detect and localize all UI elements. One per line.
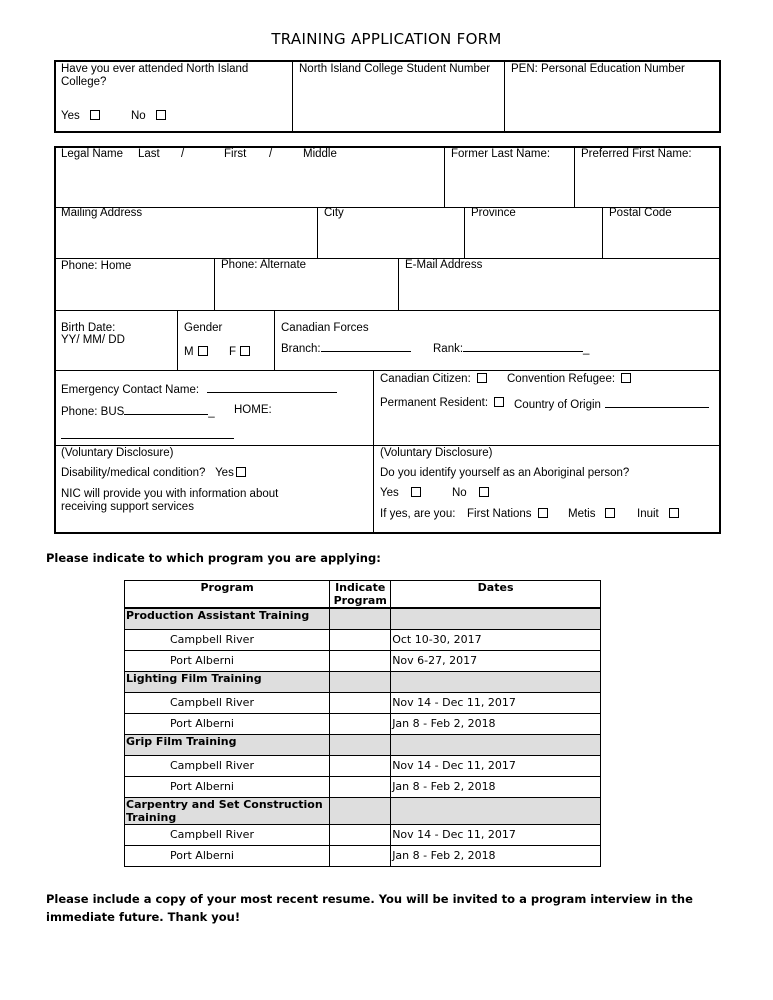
divider <box>373 370 374 533</box>
aboriginal-question: Do you identify yourself as an Aboriginal person? <box>380 467 630 479</box>
female-checkbox[interactable] <box>240 346 250 356</box>
divider <box>274 310 275 370</box>
rank-field[interactable]: Rank: _ <box>433 343 590 355</box>
program-name: Carpentry and Set Construction Training <box>125 798 330 825</box>
divider <box>292 61 293 132</box>
phone-home-field[interactable]: Phone: Home <box>61 260 132 272</box>
divider <box>55 370 720 371</box>
canadian-citizen-option[interactable]: Canadian Citizen: <box>380 373 487 386</box>
metis-option[interactable]: Metis <box>568 508 615 521</box>
indicate-cell[interactable] <box>330 846 391 867</box>
divider <box>55 310 720 311</box>
program-name: Grip Film Training <box>125 735 330 756</box>
canadian-citizen-checkbox[interactable] <box>477 373 487 383</box>
column-header-dates: Dates <box>391 581 601 609</box>
legal-name-label: Legal Name <box>61 148 124 160</box>
program-group-row <box>125 672 601 693</box>
table-row <box>125 825 601 846</box>
dates-cell: Nov 14 - Dec 11, 2017 <box>391 693 601 714</box>
table-row <box>125 693 601 714</box>
indicate-cell[interactable] <box>330 693 391 714</box>
gender-female-option[interactable]: F <box>229 346 250 359</box>
birth-date-label: Birth Date: <box>61 322 116 334</box>
student-number-field[interactable]: North Island College Student Number <box>299 63 491 75</box>
birth-date-format: YY/ MM/ DD <box>61 334 125 346</box>
table-row <box>125 630 601 651</box>
table-row <box>125 651 601 672</box>
indicate-cell[interactable] <box>330 672 391 693</box>
dates-cell: Nov 14 - Dec 11, 2017 <box>391 825 601 846</box>
phone-alternate-field[interactable]: Phone: Alternate <box>221 259 307 271</box>
divider <box>464 207 465 258</box>
table-row <box>125 846 601 867</box>
table-header-row <box>125 581 601 609</box>
resume-note: Please include a copy of your most recent resume. You will be invited to a program interview in the immediate future. Thank you! <box>46 892 693 924</box>
pen-field[interactable]: PEN: Personal Education Number <box>511 63 685 75</box>
location-name: Campbell River <box>125 693 330 714</box>
indicate-cell[interactable] <box>330 777 391 798</box>
attended-no-option[interactable]: No <box>131 110 166 123</box>
indicate-cell[interactable] <box>330 630 391 651</box>
voluntary-disclosure-right: (Voluntary Disclosure) <box>380 447 493 459</box>
aboriginal-yes-option[interactable]: Yes <box>380 487 421 500</box>
disability-question[interactable]: Disability/medical condition? Yes <box>61 467 246 480</box>
dates-cell: Jan 8 - Feb 2, 2018 <box>391 846 601 867</box>
middle-name-label[interactable]: Middle <box>303 148 337 160</box>
emergency-contact-field[interactable]: Emergency Contact Name: <box>61 382 337 397</box>
divider <box>317 207 318 258</box>
dates-cell: Oct 10-30, 2017 <box>391 630 601 651</box>
postal-code-field[interactable]: Postal Code <box>609 207 672 219</box>
preferred-first-name-field[interactable]: Preferred First Name: <box>581 148 692 160</box>
aboriginal-yes-checkbox[interactable] <box>411 487 421 497</box>
disability-yes-checkbox[interactable] <box>236 467 246 477</box>
program-group-row <box>125 798 601 825</box>
email-field[interactable]: E-Mail Address <box>405 259 483 271</box>
divider <box>504 61 505 132</box>
province-field[interactable]: Province <box>471 207 516 219</box>
divider <box>55 258 720 259</box>
branch-field[interactable]: Branch: <box>281 341 411 356</box>
location-name: Campbell River <box>125 825 330 846</box>
indicate-cell[interactable] <box>330 651 391 672</box>
attended-yes-checkbox[interactable] <box>90 110 100 120</box>
attended-no-checkbox[interactable] <box>156 110 166 120</box>
name-separator: / <box>269 148 273 160</box>
attended-yes-option[interactable]: Yes <box>61 110 100 123</box>
form-title: TRAINING APPLICATION FORM <box>271 30 502 48</box>
location-name: Port Alberni <box>125 714 330 735</box>
program-table <box>124 580 601 867</box>
first-name-label[interactable]: First <box>224 148 247 160</box>
emergency-blank-line[interactable] <box>61 438 234 439</box>
indicate-cell[interactable] <box>330 825 391 846</box>
divider <box>55 445 720 446</box>
phone-home-emergency-label[interactable]: HOME: <box>234 404 272 416</box>
location-name: Port Alberni <box>125 651 330 672</box>
indicate-cell[interactable] <box>330 608 391 630</box>
program-group-row <box>125 608 601 630</box>
city-field[interactable]: City <box>324 207 344 219</box>
permanent-resident-checkbox[interactable] <box>494 397 504 407</box>
gender-label: Gender <box>184 322 223 334</box>
program-name: Production Assistant Training <box>125 608 330 630</box>
aboriginal-no-option[interactable]: No <box>452 487 489 500</box>
first-nations-option[interactable]: First Nations <box>467 508 548 521</box>
location-name: Campbell River <box>125 756 330 777</box>
attended-question: Have you ever attended North Island College? <box>61 63 249 88</box>
location-name: Port Alberni <box>125 846 330 867</box>
program-group-row <box>125 735 601 756</box>
divider <box>177 310 178 370</box>
country-of-origin-field[interactable]: Country of Origin <box>514 397 709 412</box>
mailing-address-field[interactable]: Mailing Address <box>61 207 143 219</box>
dates-cell: Nov 6-27, 2017 <box>391 651 601 672</box>
table-row <box>125 714 601 735</box>
divider <box>398 258 399 310</box>
dates-cell: Nov 14 - Dec 11, 2017 <box>391 756 601 777</box>
divider <box>574 147 575 207</box>
phone-bus-field[interactable]: Phone: BUS _ <box>61 406 215 418</box>
indicate-cell[interactable] <box>330 714 391 735</box>
convention-refugee-checkbox[interactable] <box>621 373 631 383</box>
inuit-option[interactable]: Inuit <box>637 508 679 521</box>
program-prompt: Please indicate to which program you are applying: <box>46 551 381 565</box>
last-name-label[interactable]: Last <box>138 148 160 160</box>
program-name: Lighting Film Training <box>125 672 330 693</box>
column-header-program: Program <box>125 581 330 609</box>
former-last-name-field[interactable]: Former Last Name: <box>451 148 551 160</box>
table-row <box>125 777 601 798</box>
inuit-checkbox[interactable] <box>669 508 679 518</box>
metis-checkbox[interactable] <box>605 508 615 518</box>
voluntary-disclosure-left: (Voluntary Disclosure) <box>61 447 174 459</box>
first-nations-checkbox[interactable] <box>538 508 548 518</box>
convention-refugee-option[interactable]: Convention Refugee: <box>507 373 631 386</box>
location-name: Port Alberni <box>125 777 330 798</box>
dates-cell: Jan 8 - Feb 2, 2018 <box>391 777 601 798</box>
permanent-resident-option[interactable]: Permanent Resident: <box>380 397 504 410</box>
divider <box>214 258 215 310</box>
gender-male-option[interactable]: M <box>184 346 208 359</box>
aboriginal-no-checkbox[interactable] <box>479 487 489 497</box>
canadian-forces-label: Canadian Forces <box>281 322 369 334</box>
location-name: Campbell River <box>125 630 330 651</box>
indicate-cell[interactable] <box>330 798 391 825</box>
divider <box>602 207 603 258</box>
dates-cell: Jan 8 - Feb 2, 2018 <box>391 714 601 735</box>
male-checkbox[interactable] <box>198 346 208 356</box>
divider <box>444 147 445 207</box>
indicate-cell[interactable] <box>330 756 391 777</box>
nic-support-info: NIC will provide you with information about receiving support services <box>61 488 279 513</box>
column-header-indicate: Indicate Program <box>330 581 391 609</box>
name-separator: / <box>181 148 185 160</box>
indicate-cell[interactable] <box>330 735 391 756</box>
table-row <box>125 756 601 777</box>
if-yes-label: If yes, are you: <box>380 508 456 520</box>
